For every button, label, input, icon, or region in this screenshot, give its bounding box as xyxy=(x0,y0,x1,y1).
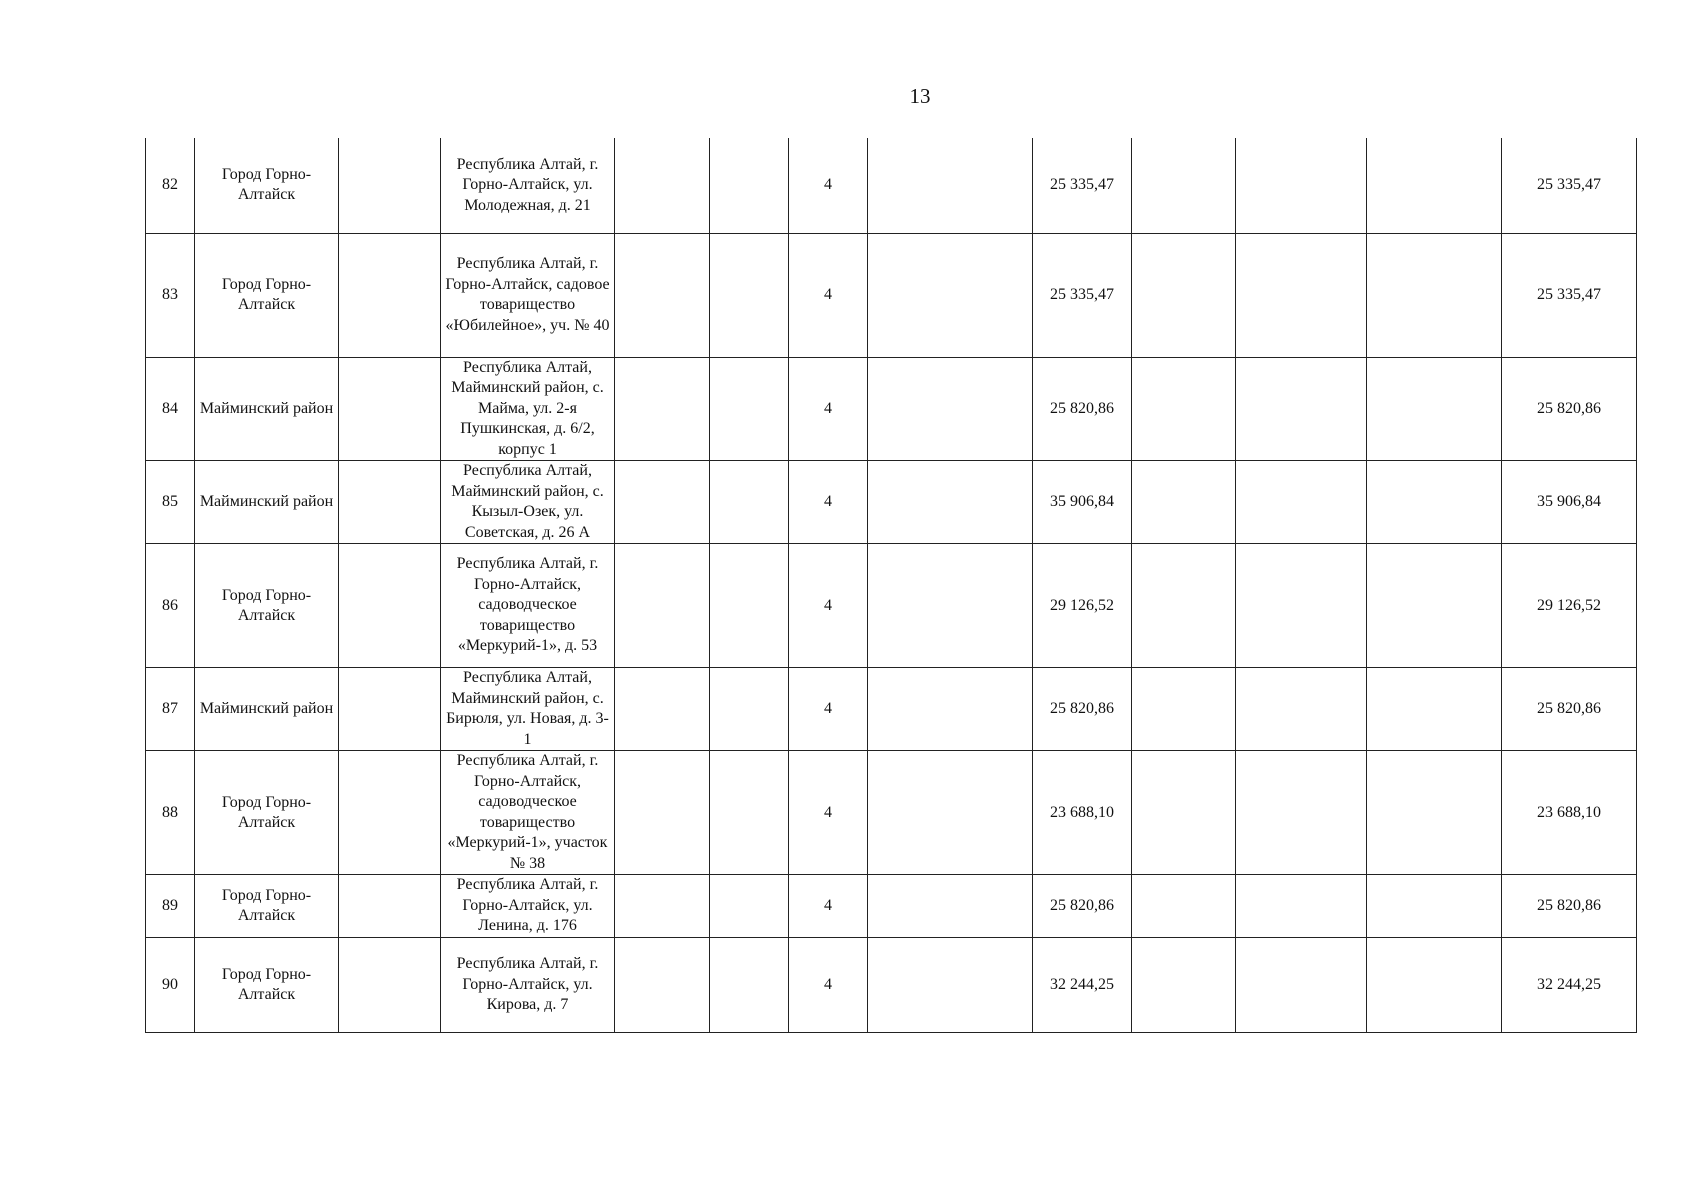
count-cell: 4 xyxy=(789,461,868,544)
empty-cell xyxy=(1132,668,1236,751)
empty-cell xyxy=(1367,668,1502,751)
table-row xyxy=(146,357,1637,461)
empty-cell xyxy=(615,938,710,1033)
empty-cell xyxy=(710,751,789,875)
empty-cell xyxy=(1132,357,1236,461)
empty-cell xyxy=(339,751,441,875)
row-number-cell: 89 xyxy=(146,875,195,938)
count-cell: 4 xyxy=(789,668,868,751)
amount-cell: 25 335,47 xyxy=(1033,138,1132,233)
empty-cell xyxy=(1236,875,1367,938)
empty-cell xyxy=(1132,875,1236,938)
registry-table xyxy=(145,138,1637,1033)
empty-cell xyxy=(615,544,710,668)
total-cell: 32 244,25 xyxy=(1502,938,1637,1033)
municipality-cell: Майминский район xyxy=(195,357,339,461)
address-cell: Республика Алтай, г. Горно-Алтайск, ул. Кирова, д. 7 xyxy=(441,938,615,1033)
address-cell: Республика Алтай, Майминский район, с. Кызыл-Озек, ул. Советская, д. 26 А xyxy=(441,461,615,544)
total-cell: 25 335,47 xyxy=(1502,233,1637,357)
empty-cell xyxy=(1367,544,1502,668)
total-cell: 35 906,84 xyxy=(1502,461,1637,544)
row-number-cell: 82 xyxy=(146,138,195,233)
empty-cell xyxy=(339,357,441,461)
empty-cell xyxy=(710,668,789,751)
empty-cell xyxy=(1132,751,1236,875)
empty-cell xyxy=(339,461,441,544)
municipality-cell: Город Горно-Алтайск xyxy=(195,544,339,668)
empty-cell xyxy=(1367,461,1502,544)
empty-cell xyxy=(868,544,1033,668)
empty-cell xyxy=(1367,938,1502,1033)
count-cell: 4 xyxy=(789,357,868,461)
total-cell: 25 820,86 xyxy=(1502,875,1637,938)
empty-cell xyxy=(339,875,441,938)
empty-cell xyxy=(868,938,1033,1033)
empty-cell xyxy=(339,938,441,1033)
empty-cell xyxy=(710,544,789,668)
address-cell: Республика Алтай, Майминский район, с. Бирюля, ул. Новая, д. 3-1 xyxy=(441,668,615,751)
empty-cell xyxy=(1367,357,1502,461)
page-number: 13 xyxy=(909,84,931,108)
row-number-cell: 85 xyxy=(146,461,195,544)
table-row xyxy=(146,138,1637,233)
empty-cell xyxy=(339,138,441,233)
amount-cell: 25 335,47 xyxy=(1033,233,1132,357)
empty-cell xyxy=(1132,461,1236,544)
municipality-cell: Город Горно-Алтайск xyxy=(195,138,339,233)
empty-cell xyxy=(1236,751,1367,875)
empty-cell xyxy=(1367,233,1502,357)
empty-cell xyxy=(868,461,1033,544)
empty-cell xyxy=(710,875,789,938)
total-cell: 25 820,86 xyxy=(1502,357,1637,461)
empty-cell xyxy=(710,938,789,1033)
table-body xyxy=(146,138,1637,1033)
table-row xyxy=(146,233,1637,357)
table-row xyxy=(146,751,1637,875)
empty-cell xyxy=(1236,233,1367,357)
empty-cell xyxy=(615,233,710,357)
address-cell: Республика Алтай, г. Горно-Алтайск, ул. Молодежная, д. 21 xyxy=(441,138,615,233)
municipality-cell: Майминский район xyxy=(195,668,339,751)
amount-cell: 25 820,86 xyxy=(1033,357,1132,461)
row-number-cell: 88 xyxy=(146,751,195,875)
row-number-cell: 84 xyxy=(146,357,195,461)
empty-cell xyxy=(1132,233,1236,357)
count-cell: 4 xyxy=(789,938,868,1033)
empty-cell xyxy=(615,751,710,875)
count-cell: 4 xyxy=(789,544,868,668)
empty-cell xyxy=(710,461,789,544)
empty-cell xyxy=(339,233,441,357)
amount-cell: 23 688,10 xyxy=(1033,751,1132,875)
municipality-cell: Майминский район xyxy=(195,461,339,544)
table-row xyxy=(146,461,1637,544)
empty-cell xyxy=(615,461,710,544)
address-cell: Республика Алтай, г. Горно-Алтайск, ул. Ленина, д. 176 xyxy=(441,875,615,938)
empty-cell xyxy=(1367,751,1502,875)
empty-cell xyxy=(868,138,1033,233)
empty-cell xyxy=(868,233,1033,357)
empty-cell xyxy=(1132,544,1236,668)
empty-cell xyxy=(1236,357,1367,461)
empty-cell xyxy=(710,233,789,357)
amount-cell: 25 820,86 xyxy=(1033,668,1132,751)
empty-cell xyxy=(710,138,789,233)
table-row xyxy=(146,544,1637,668)
empty-cell xyxy=(1367,875,1502,938)
empty-cell xyxy=(339,668,441,751)
municipality-cell: Город Горно-Алтайск xyxy=(195,751,339,875)
empty-cell xyxy=(1236,461,1367,544)
table-row xyxy=(146,875,1637,938)
total-cell: 25 820,86 xyxy=(1502,668,1637,751)
count-cell: 4 xyxy=(789,751,868,875)
table-row xyxy=(146,668,1637,751)
address-cell: Республика Алтай, г. Горно-Алтайск, садоводческое товарищество «Меркурий-1», д. 53 xyxy=(441,544,615,668)
empty-cell xyxy=(1236,668,1367,751)
empty-cell xyxy=(868,875,1033,938)
amount-cell: 25 820,86 xyxy=(1033,875,1132,938)
empty-cell xyxy=(615,138,710,233)
empty-cell xyxy=(1367,138,1502,233)
total-cell: 25 335,47 xyxy=(1502,138,1637,233)
municipality-cell: Город Горно-Алтайск xyxy=(195,938,339,1033)
table-row xyxy=(146,938,1637,1033)
empty-cell xyxy=(1236,138,1367,233)
empty-cell xyxy=(1132,138,1236,233)
amount-cell: 35 906,84 xyxy=(1033,461,1132,544)
address-cell: Республика Алтай, г. Горно-Алтайск, садоводческое товарищество «Меркурий-1», участок № 38 xyxy=(441,751,615,875)
empty-cell xyxy=(710,357,789,461)
empty-cell xyxy=(615,357,710,461)
amount-cell: 32 244,25 xyxy=(1033,938,1132,1033)
empty-cell xyxy=(868,751,1033,875)
amount-cell: 29 126,52 xyxy=(1033,544,1132,668)
empty-cell xyxy=(615,875,710,938)
empty-cell xyxy=(615,668,710,751)
municipality-cell: Город Горно-Алтайск xyxy=(195,875,339,938)
empty-cell xyxy=(1132,938,1236,1033)
empty-cell xyxy=(868,357,1033,461)
row-number-cell: 83 xyxy=(146,233,195,357)
count-cell: 4 xyxy=(789,875,868,938)
total-cell: 29 126,52 xyxy=(1502,544,1637,668)
total-cell: 23 688,10 xyxy=(1502,751,1637,875)
empty-cell xyxy=(1236,544,1367,668)
empty-cell xyxy=(868,668,1033,751)
count-cell: 4 xyxy=(789,233,868,357)
empty-cell xyxy=(1236,938,1367,1033)
address-cell: Республика Алтай, г. Горно-Алтайск, садовое товарищество «Юбилейное», уч. № 40 xyxy=(441,233,615,357)
empty-cell xyxy=(339,544,441,668)
municipality-cell: Город Горно-Алтайск xyxy=(195,233,339,357)
row-number-cell: 90 xyxy=(146,938,195,1033)
row-number-cell: 86 xyxy=(146,544,195,668)
row-number-cell: 87 xyxy=(146,668,195,751)
count-cell: 4 xyxy=(789,138,868,233)
address-cell: Республика Алтай, Майминский район, с. Майма, ул. 2-я Пушкинская, д. 6/2, корпус 1 xyxy=(441,357,615,461)
